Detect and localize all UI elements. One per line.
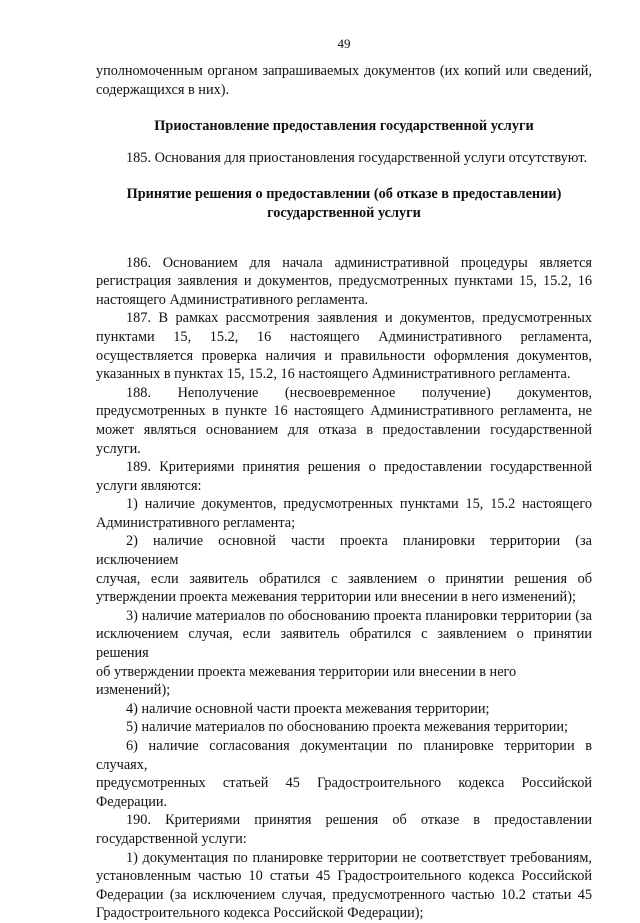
- text-line: государственной услуги:: [96, 830, 247, 847]
- text-line: 187. В рамках рассмотрения заявления и документов, предусмотренных: [126, 310, 592, 327]
- text-line: регистрация заявления и документов, предусмотренных пунктами 15, 15.2, 16: [96, 273, 592, 290]
- paragraph-p190_1: [96, 849, 592, 923]
- text-line: исключением случая, если заявитель обратился с заявлением о принятии решения: [96, 626, 592, 662]
- text-line: 190. Критериями принятия решения об отказе в предоставлении: [126, 812, 592, 829]
- paragraph-p187: [96, 309, 592, 383]
- text-line: осуществляется проверка наличия и правильности оформления документов,: [96, 347, 592, 364]
- paragraph-p188: [96, 384, 592, 458]
- spacer: [96, 99, 592, 117]
- section-heading: [96, 117, 592, 136]
- paragraph-p190: [96, 811, 592, 848]
- paragraph-p189_2: [96, 532, 592, 606]
- paragraph-p189_5: [96, 718, 592, 737]
- text-line: утверждении проекта межевания территории или внесении в него изменений);: [96, 589, 576, 606]
- text-line: Градостроительного кодекса Российской Федерации);: [96, 905, 424, 922]
- text-line: Принятие решения о предоставлении (об отказе в предоставлении): [126, 186, 562, 203]
- paragraph-p189_3: [96, 607, 592, 700]
- spacer: [96, 236, 592, 254]
- paragraph-p185: [96, 149, 592, 168]
- spacer: [96, 223, 592, 236]
- text-line: содержащихся в них).: [96, 81, 230, 98]
- text-line: 1) документация по планировке территории не соответствует требованиям,: [126, 849, 592, 866]
- paragraph-p189_4: [96, 700, 592, 719]
- text-line: установленным частью 10 статьи 45 Градостроительного кодекса Российской: [96, 868, 592, 885]
- text-line: уполномоченным органом запрашиваемых документов (их копий или сведений,: [96, 63, 592, 79]
- spacer: [96, 167, 592, 185]
- text-line: 185. Основания для приостановления государственной услуги отсутствуют.: [126, 149, 588, 166]
- text-line: пунктами 15, 15.2, 16 настоящего Административного регламента,: [96, 328, 592, 345]
- document-body: [96, 62, 592, 923]
- text-line: 186. Основанием для начала административной процедуры является: [126, 254, 592, 271]
- text-line: 4) наличие основной части проекта межевания территории;: [126, 700, 490, 717]
- text-line: 5) наличие материалов по обоснованию проекта межевания территории;: [126, 719, 568, 736]
- text-line: 1) наличие документов, предусмотренных пунктами 15, 15.2 настоящего: [126, 496, 592, 513]
- text-line: государственной услуги: [267, 204, 421, 221]
- text-line: услуги.: [96, 440, 141, 457]
- section-heading: [96, 185, 592, 222]
- text-line: 2) наличие основной части проекта планировки территории (за исключением: [96, 533, 592, 569]
- text-line: Федерации (за исключением случая, предусмотренного частью 10.2 статьи 45: [96, 886, 592, 903]
- text-line: 189. Критериями принятия решения о предоставлении государственной: [126, 459, 592, 476]
- text-line: Приостановление предоставления государственной услуги: [154, 118, 534, 135]
- text-line: об утверждении проекта межевания территории или внесении в него изменений);: [96, 663, 517, 699]
- text-line: предусмотренных в пункте 16 настоящего Административного регламента, не: [96, 403, 592, 420]
- page-number: 49: [337, 36, 351, 51]
- text-line: услуги являются:: [96, 477, 202, 494]
- spacer: [96, 136, 592, 149]
- text-line: Федерации.: [96, 793, 168, 810]
- paragraph-cont: [96, 62, 592, 99]
- paragraph-p189_1: [96, 495, 592, 532]
- text-line: 3) наличие материалов по обоснованию проекта планировки территории (за: [126, 607, 592, 624]
- text-line: может являться основанием для отказа в предоставлении государственной: [96, 421, 592, 438]
- text-line: Административного регламента;: [96, 514, 296, 531]
- text-line: указанных в пунктах 15, 15.2, 16 настоящего Административного регламента.: [96, 366, 571, 383]
- text-line: 188. Неполучение (несвоевременное получение) документов,: [126, 384, 592, 401]
- paragraph-p189_6: [96, 737, 592, 811]
- text-line: предусмотренных статьей 45 Градостроительного кодекса Российской: [96, 775, 592, 792]
- text-line: настоящего Административного регламента.: [96, 291, 369, 308]
- text-line: случая, если заявитель обратился с заявлением о принятии решения об: [96, 570, 592, 587]
- paragraph-p186: [96, 254, 592, 310]
- paragraph-p189: [96, 458, 592, 495]
- text-line: 6) наличие согласования документации по планировке территории в случаях,: [96, 738, 592, 773]
